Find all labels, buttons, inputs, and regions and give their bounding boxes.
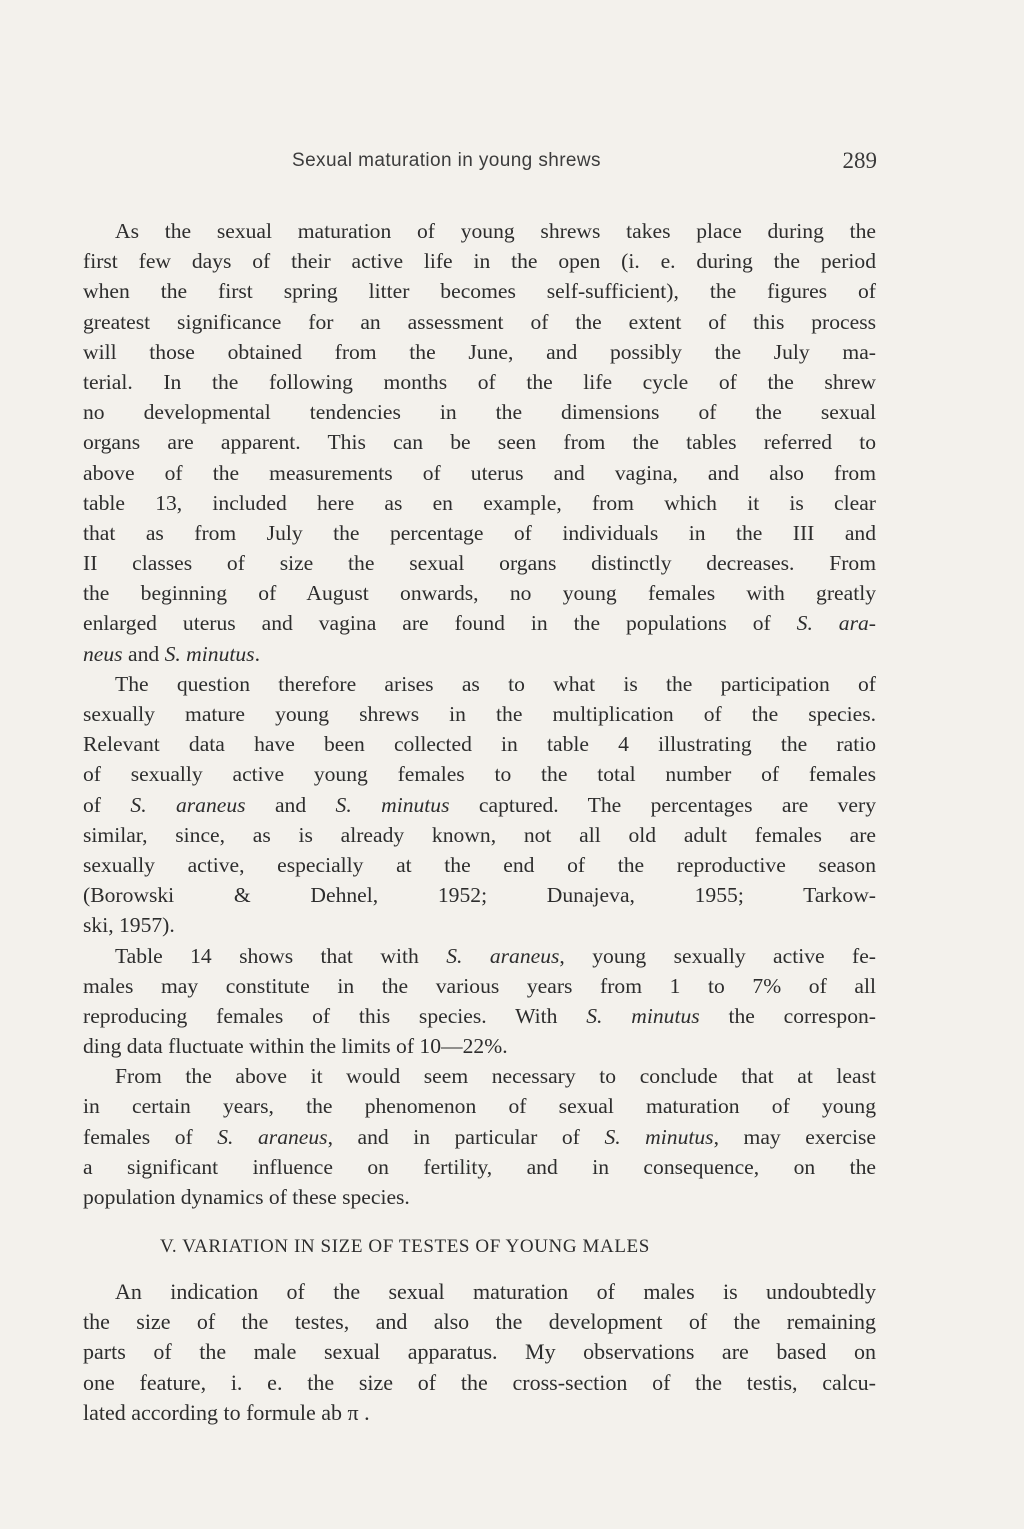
section-heading: V. VARIATION IN SIZE OF TESTES OF YOUNG MALES bbox=[160, 1236, 650, 1257]
text-line: greatest significance for an assessment of the extent of this process bbox=[83, 309, 876, 334]
text-line: neus and S. minutus. bbox=[83, 641, 260, 666]
text-line: one feature, i. e. the size of the cross-section of the testis, calcu- bbox=[83, 1369, 876, 1395]
text-line: The question therefore arises as to what is the participation of bbox=[115, 671, 876, 696]
text-line: ding data fluctuate within the limits of 10—22%. bbox=[83, 1034, 508, 1059]
text-line: table 13, included here as en example, from which it is clear bbox=[83, 490, 876, 515]
paragraph-1 bbox=[83, 216, 876, 669]
paragraph-4 bbox=[83, 1061, 876, 1212]
text-line: males may constitute in the various years from 1 to 7% of all bbox=[83, 973, 876, 998]
section-text bbox=[83, 1277, 876, 1428]
main-text bbox=[83, 216, 876, 1212]
text-line: similar, since, as is already known, not all old adult females are bbox=[83, 822, 876, 847]
text-line: reproducing females of this species. With S. minutus the correspon- bbox=[83, 1003, 877, 1028]
text-line: the beginning of August onwards, no young females with greatly bbox=[83, 581, 876, 606]
running-title: Sexual maturation in young shrews bbox=[292, 150, 601, 171]
text-line: terial. In the following months of the life cycle of the shrew bbox=[83, 369, 876, 394]
text-line: will those obtained from the June, and possibly the July ma- bbox=[83, 339, 876, 364]
text-line: lated according to formule ab π . bbox=[83, 1399, 370, 1425]
text-line: Table 14 shows that with S. araneus, young sexually active fe- bbox=[115, 943, 877, 968]
text-line: first few days of their active life in the open (i. e. during the period bbox=[83, 249, 876, 274]
text-line: parts of the male sexual apparatus. My observations are based on bbox=[83, 1339, 876, 1365]
page-number: 289 bbox=[842, 148, 877, 173]
text-line: that as from July the percentage of individuals in the III and bbox=[83, 520, 876, 545]
text-line: II classes of size the sexual organs distinctly decreases. From bbox=[83, 551, 876, 576]
text-line: of S. araneus and S. minutus captured. The percentages are very bbox=[83, 792, 877, 817]
text-line: organs are apparent. This can be seen from the tables referred to bbox=[83, 430, 876, 455]
text-line: population dynamics of these species. bbox=[83, 1185, 410, 1209]
text-line: when the first spring litter becomes self-sufficient), the figures of bbox=[83, 279, 876, 304]
text-line: As the sexual maturation of young shrews takes place during the bbox=[115, 219, 876, 243]
paragraph-3 bbox=[83, 941, 876, 1062]
text-line: a significant influence on fertility, and in consequence, on the bbox=[83, 1154, 876, 1179]
text-line: above of the measurements of uterus and vagina, and also from bbox=[83, 460, 876, 485]
running-head bbox=[292, 146, 877, 180]
text-line: Relevant data have been collected in table 4 illustrating the ratio bbox=[83, 732, 876, 757]
text-line: An indication of the sexual maturation of males is undoubtedly bbox=[115, 1279, 876, 1304]
paragraph-2 bbox=[83, 669, 876, 941]
text-line: From the above it would seem necessary to conclude that at least bbox=[115, 1064, 876, 1089]
text-line: sexually active, especially at the end of the reproductive season bbox=[83, 852, 876, 877]
text-line: (Borowski & Dehnel, 1952; Dunajeva, 1955; Tarkow- bbox=[83, 883, 876, 908]
text-line: no developmental tendencies in the dimensions of the sexual bbox=[83, 400, 876, 425]
text-line: of sexually active young females to the total number of females bbox=[83, 762, 876, 787]
text-line: in certain years, the phenomenon of sexual maturation of young bbox=[83, 1094, 876, 1119]
text-line: the size of the testes, and also the development of the remaining bbox=[83, 1309, 876, 1335]
text-line: sexually mature young shrews in the multiplication of the species. bbox=[83, 702, 876, 726]
text-line: females of S. araneus, and in particular of S. minutus, may exercise bbox=[83, 1124, 876, 1149]
text-line: enlarged uterus and vagina are found in the populations of S. ara- bbox=[83, 611, 876, 636]
text-line: ski, 1957). bbox=[83, 913, 175, 938]
